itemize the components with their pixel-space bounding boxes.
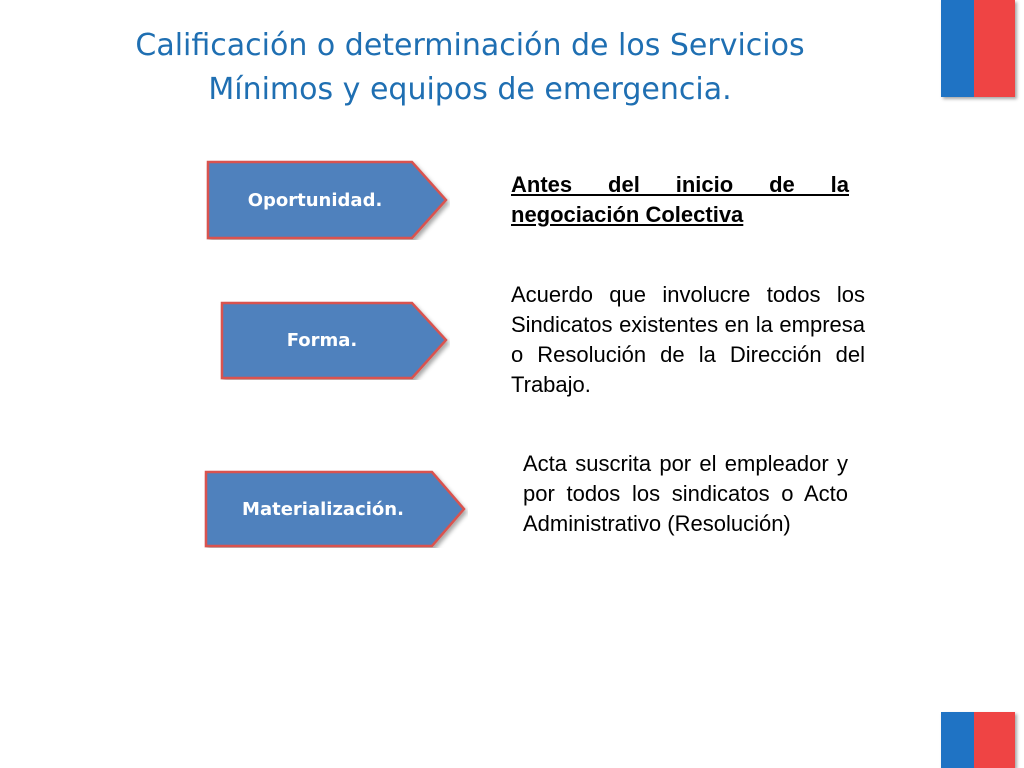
arrow-shape-oportunidad <box>206 160 450 240</box>
title-line-1: Calificación o determinación de los Servicios <box>135 28 805 63</box>
flag-blue-stripe <box>941 712 974 768</box>
flag-red-stripe <box>974 712 1015 768</box>
slide-title <box>70 24 870 112</box>
flag-logo-top <box>941 0 1015 97</box>
text-oportunidad: Antes del inicio de la negociación Colectiva <box>511 172 849 227</box>
text-materializacion: Acta suscrita por el empleador y por todos los sindicatos o Acto Administrativo (Resolución) <box>523 451 848 536</box>
arrow-label-forma: Forma. <box>286 330 358 351</box>
flag-blue-stripe <box>941 0 974 97</box>
text-forma: Acuerdo que involucre todos los Sindicatos existentes en la empresa o Resolución de la Dirección del Trabajo. <box>511 282 865 397</box>
title-line-2: Mínimos y equipos de emergencia. <box>208 72 732 107</box>
flag-red-stripe <box>974 0 1015 97</box>
arrow-shape-materializacion <box>204 470 468 548</box>
arrow-shape-forma <box>220 301 450 380</box>
flag-logo-bottom <box>941 712 1015 768</box>
arrow-label-materializacion: Materialización. <box>242 498 404 520</box>
arrow-label-oportunidad: Oportunidad. <box>247 189 383 211</box>
